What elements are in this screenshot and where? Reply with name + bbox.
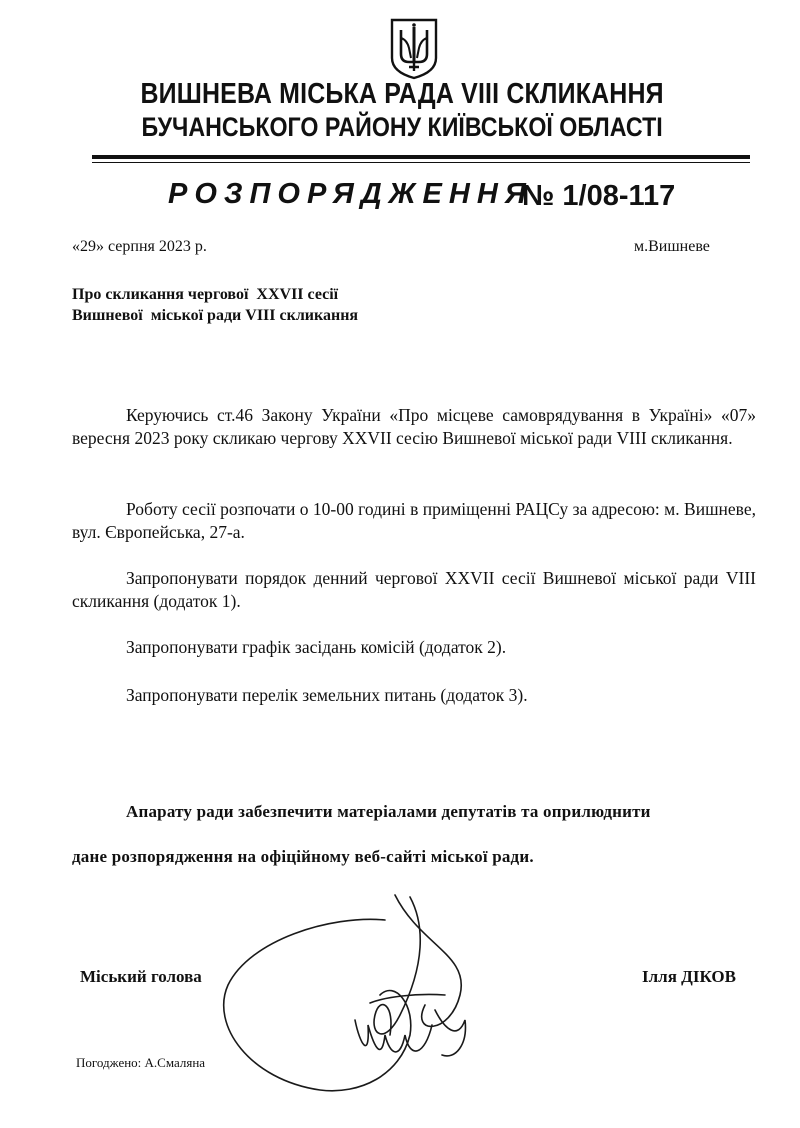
header-divider-thin [92,162,750,163]
trident-emblem-icon [389,18,439,80]
paragraph-1: Керуючись ст.46 Закону України «Про місцеве самоврядування в Україні» «07» вересня 2023 року скликаю чергову XXVII сесію Вишневої міської ради VIII скликання. [72,405,756,448]
document-number: № 1/08-117 [522,180,676,212]
document-subject [72,284,358,326]
approved-by: Погоджено: А.Смаляна [76,1055,206,1070]
paragraph-5: Запропонувати перелік земельних питань (додаток 3). [126,685,528,705]
header-divider-thick [92,155,750,159]
subject-line-1: Про скликання чергової XXVII сесії [72,286,339,303]
paragraph-6-line-1: Апарату ради забезпечити матеріалами депутатів та оприлюднити [126,802,651,821]
handwritten-signature-icon [210,885,520,1100]
subject-line-2: Вишневої міської ради VIII скликання [72,307,359,324]
paragraph-3: Запропонувати порядок денний чергової XXVII сесії Вишневої міської ради VIII скликання (додаток 1). [72,568,756,611]
document-title: РОЗПОРЯДЖЕННЯ [168,178,533,210]
paragraph-6-line-2: дане розпорядження на офіційному веб-сайті міської ради. [72,847,534,866]
signatory-name: Ілля ДІКОВ [642,967,736,986]
signatory-position: Міський голова [80,967,202,986]
council-region: БУЧАНСЬКОГО РАЙОНУ КИЇВСЬКОЇ ОБЛАСТІ [141,112,663,142]
paragraph-2: Роботу сесії розпочати о 10-00 годині в приміщенні РАЦСу за адресою: м. Вишневе, вул. Європейська, 27-а. [72,499,756,542]
paragraph-4: Запропонувати графік засідань комісій (додаток 2). [126,637,507,657]
document-date: «29» серпня 2023 р. [72,238,207,255]
document-place: м.Вишневе [634,238,710,255]
council-name: ВИШНЕВА МІСЬКА РАДА VIII СКЛИКАННЯ [140,78,664,110]
